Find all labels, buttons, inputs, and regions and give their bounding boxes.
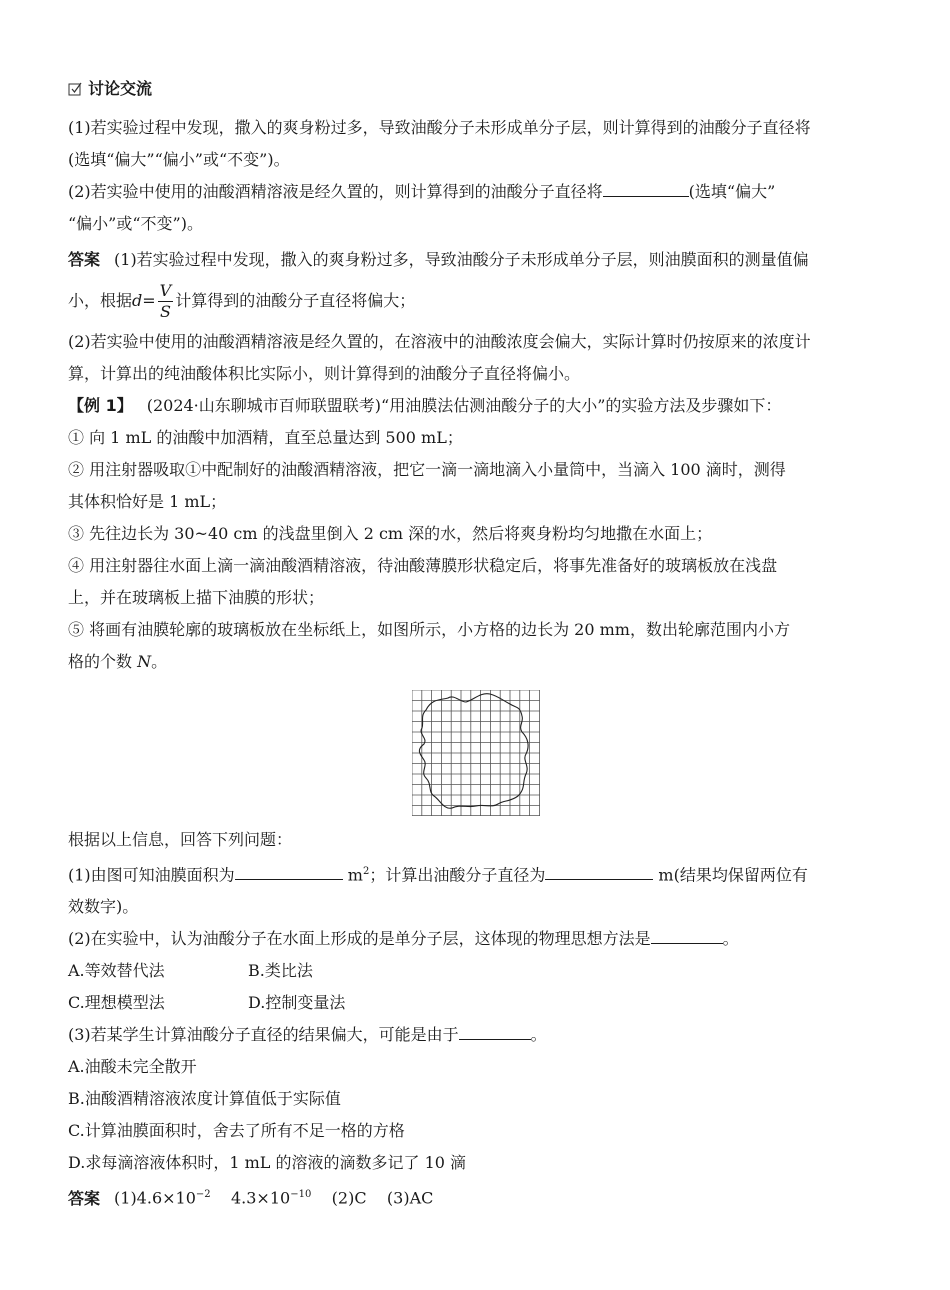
- answer1-p2b: 算，计算出的纯油酸体积比实际小，则计算得到的油酸分子直径将偏小。: [68, 364, 581, 383]
- discussion-q1: (1)若实验过程中发现，撒入的爽身粉过多，导致油酸分子未形成单分子层，则计算得到的油酸分子直径将: [68, 118, 811, 137]
- area-answer-blank[interactable]: [235, 861, 343, 880]
- step-5-cont: 格的个数 N。: [68, 652, 168, 671]
- step-1: ① 向 1 mL 的油酸中加酒精，直至总量达到 500 mL；: [68, 428, 463, 447]
- section-header: [68, 74, 883, 104]
- check-box-icon: [68, 82, 82, 96]
- document-body: [68, 74, 883, 1215]
- step-3: ③ 先往边长为 30~40 cm 的浅盘里倒入 2 cm 深的水，然后将爽身粉均匀地撒在水面上；: [68, 524, 713, 543]
- question-1-cont: 效数字)。: [68, 897, 139, 917]
- step-5: ⑤ 将画有油膜轮廓的玻璃板放在坐标纸上，如图所示，小方格的边长为 20 mm，数出轮廓范围内小方: [68, 620, 790, 639]
- example-header: 【例 1】 (2024·山东聊城市百师联盟联考)“用油膜法估测油酸分子的大小”的实验方法及步骤如下：: [68, 396, 782, 415]
- answer1-p1-formula: 小，根据d= $\frac{V}{S}$ 计算得到的油酸分子直径将偏大；: [68, 281, 416, 321]
- answer-blank[interactable]: [603, 178, 689, 197]
- answer2: 答案 $(1)4.6\times 10^{-2}$ $4.3\times 10^{-10}$ (2)C (3)AC: [68, 1188, 434, 1208]
- method-answer-blank[interactable]: [651, 925, 723, 944]
- oil-film-grid-figure: [412, 690, 540, 816]
- question-2-options-row1: [68, 955, 883, 987]
- diameter-answer-blank[interactable]: [545, 861, 653, 880]
- answer-label: 答案: [68, 1188, 101, 1208]
- option-d[interactable]: D.控制变量法: [248, 993, 346, 1013]
- answer1-p2: (2)若实验中使用的油酸酒精溶液是经久置的，在溶液中的油酸浓度会偏大，实际计算时仍按原来的浓度计: [68, 332, 811, 351]
- question-3: (3)若某学生计算油酸分子直径的结果偏大，可能是由于 。: [68, 1019, 883, 1051]
- option-a[interactable]: A.等效替代法: [68, 961, 165, 981]
- step-4: ④ 用注射器往水面上滴一滴油酸酒精溶液，待油酸薄膜形状稳定后，将事先准备好的玻璃板放在浅盘: [68, 556, 778, 575]
- question-intro: 根据以上信息，回答下列问题：: [68, 830, 293, 849]
- option-b[interactable]: B.类比法: [248, 961, 313, 981]
- example-label: 【例 1】: [68, 396, 133, 415]
- step-2: ② 用注射器吸取①中配制好的油酸酒精溶液，把它一滴一滴地滴入小量筒中，当滴入 100 滴时，测得: [68, 460, 786, 479]
- cause-answer-blank[interactable]: [459, 1021, 531, 1040]
- step-2-cont: 其体积恰好是 1 mL；: [68, 492, 227, 511]
- formula-fraction: $\frac{V}{S}$: [159, 281, 172, 321]
- discussion-q2-cont: “偏小”或“不变”)。: [68, 214, 203, 233]
- q3-option-b[interactable]: B.油酸酒精溶液浓度计算值低于实际值: [68, 1089, 341, 1109]
- option-c[interactable]: C.理想模型法: [68, 993, 165, 1013]
- step-4-cont: 上，并在玻璃板上描下油膜的形状；: [68, 588, 325, 607]
- answer-label: 答案: [68, 250, 101, 269]
- section-title: 讨论交流: [88, 79, 153, 98]
- q3-option-d[interactable]: D.求每滴溶液体积时，1 mL 的溶液的滴数多记了 10 滴: [68, 1153, 467, 1173]
- question-1: (1)由图可知油膜面积为 $m^2$；计算出油酸分子直径为 m(结果均保留两位有: [68, 856, 883, 891]
- question-2-options-row2: [68, 987, 883, 1019]
- q3-option-a[interactable]: A.油酸未完全散开: [68, 1057, 197, 1077]
- answer1-p1: 答案 (1)若实验过程中发现，撒入的爽身粉过多，导致油酸分子未形成单分子层，则油膜面积的测量值偏: [68, 250, 809, 269]
- question-2: (2)在实验中，认为油酸分子在水面上形成的是单分子层，这体现的物理思想方法是 。: [68, 923, 883, 955]
- formula-d: d: [132, 291, 143, 310]
- discussion-q2: (2)若实验中使用的油酸酒精溶液是经久置的，则计算得到的油酸分子直径将 (选填“偏大”: [68, 176, 883, 208]
- q3-option-c[interactable]: C.计算油膜面积时，舍去了所有不足一格的方格: [68, 1121, 405, 1141]
- discussion-q1-cont: (选填“偏大”“偏小”或“不变”)。: [68, 150, 290, 169]
